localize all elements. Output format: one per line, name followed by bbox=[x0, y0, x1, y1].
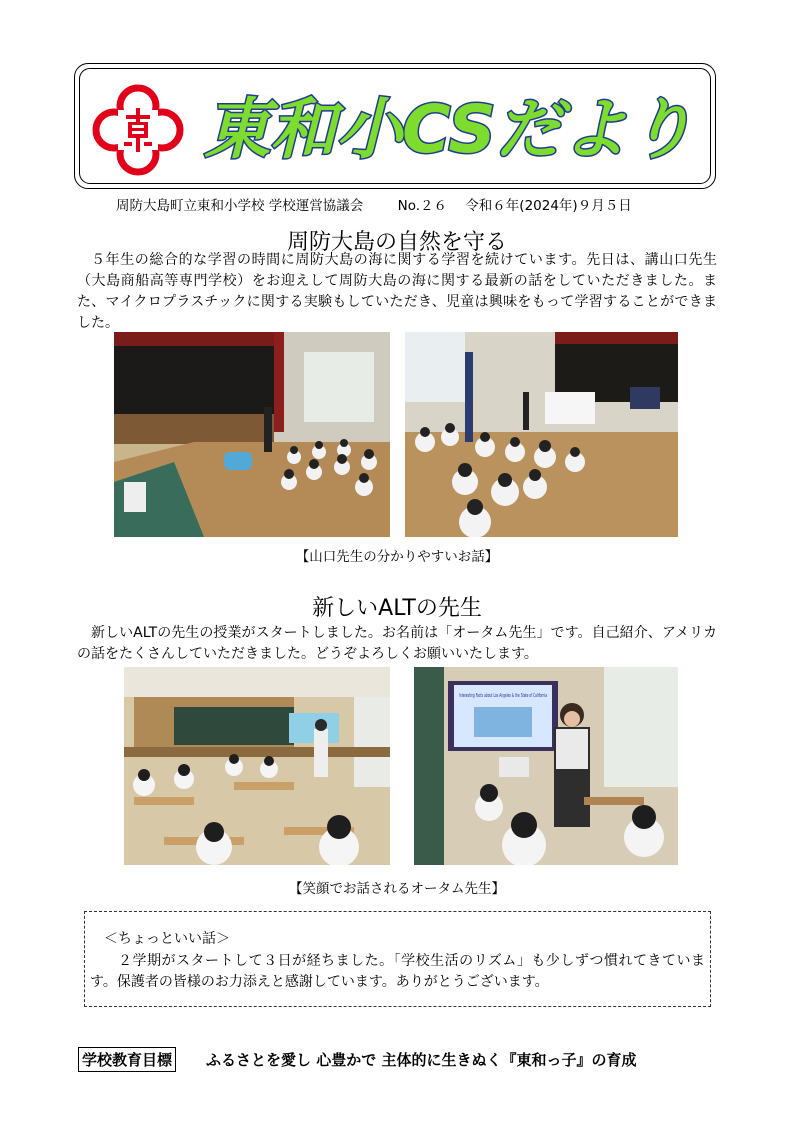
info-box-body: ２学期がスタートして３日が経ちました。「学校生活のリズム」も少しずつ慣れてきています。保護者の皆様のお力添えと感謝しています。ありがとうございます。 bbox=[90, 953, 705, 990]
issue-date: 令和６年(2024年)９月５日 bbox=[465, 198, 632, 214]
slide-text: Interesting Facts about Los Angeles & the State of California bbox=[459, 693, 547, 699]
issue-info-line bbox=[80, 194, 720, 214]
school-goal-label: 学校教育目標 bbox=[78, 1047, 176, 1072]
section2-heading: 新しいALTの先生 bbox=[312, 596, 482, 621]
photo-gym-lecture-2 bbox=[405, 332, 678, 537]
newsletter-title-text: 東和小CSだより bbox=[204, 91, 694, 168]
newsletter-title bbox=[196, 80, 706, 170]
section1-body: ５年生の総合的な学習の時間に周防大島の海に関する学習を続けています。先日は、講山口先生（大島商船高等専門学校）をお迎えして周防大島の海に関する最新の話をしていただきました。また、マイクロプラスチックに関する実験もしていただき、児童は興味をもって学習することができました。 bbox=[77, 252, 717, 331]
section2-photo-caption: 【笑顔でお話されるオータム先生】 bbox=[289, 881, 505, 897]
organization-name: 周防大島町立東和小学校 学校運営協議会 bbox=[116, 198, 364, 214]
school-emblem-icon bbox=[90, 82, 186, 178]
school-goal-text: ふるさとを愛し 心豊かで 主体的に生きぬく『東和っ子』の育成 bbox=[206, 1051, 637, 1069]
issue-number: No.２６ bbox=[397, 198, 448, 214]
photo-classroom-2 bbox=[414, 667, 678, 865]
photo-gym-lecture-1 bbox=[114, 332, 390, 537]
photo-classroom-1 bbox=[124, 667, 390, 865]
section1-photo-caption: 【山口先生の分かりやすいお話】 bbox=[295, 549, 499, 565]
section2-body: 新しいALTの先生の授業がスタートしました。お名前は「オータム先生」です。自己紹介、アメリカの話をたくさんしていただきました。どうぞよろしくお願いいたします。 bbox=[77, 625, 717, 662]
info-box-title: ＜ちょっといい話＞ bbox=[104, 931, 230, 947]
section1-heading: 周防大島の自然を守る bbox=[286, 230, 507, 255]
